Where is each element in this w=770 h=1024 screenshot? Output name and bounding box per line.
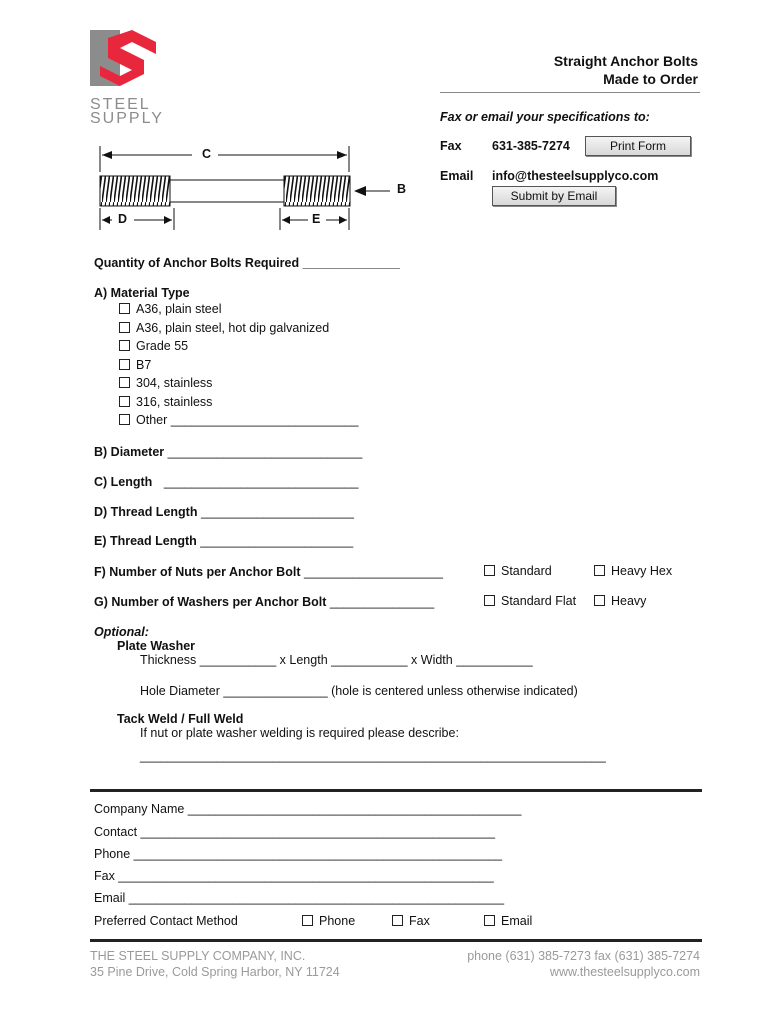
washers-label: G) Number of Washers per Anchor Bolt [94,595,327,609]
email-address: info@thesteelsupplyco.com [492,169,659,183]
checkbox[interactable] [594,565,605,576]
footer-company: THE STEEL SUPPLY COMPANY, INC. [90,949,306,963]
plate-washer-dimensions[interactable]: Thickness ___________ x Length ___________ x Width ___________ [140,653,533,667]
preferred-contact-label: Preferred Contact Method [94,914,238,928]
checkbox[interactable] [119,359,130,370]
length-field[interactable] [94,475,358,489]
footer-left [90,948,340,980]
thread-length-d-blank: ______________________ [200,505,354,519]
diameter-blank: ____________________________ [167,445,363,459]
footer-address: 35 Pine Drive, Cold Spring Harbor, NY 11724 [90,965,340,979]
checkbox[interactable] [119,340,130,351]
quantity-label: Quantity of Anchor Bolts Required [94,256,300,270]
header-divider [440,92,700,93]
checkbox[interactable] [392,915,403,926]
checkbox[interactable] [302,915,313,926]
footer-web[interactable]: www.thesteelsupplyco.com [549,965,700,979]
material-options [119,300,358,430]
checkbox[interactable] [484,595,495,606]
nuts-label: F) Number of Nuts per Anchor Bolt [94,565,301,579]
nuts-heavy-hex-option[interactable]: Heavy Hex [594,564,672,578]
logo-text-supply: SUPPLY [90,110,164,127]
thread-length-e-blank: ______________________ [200,534,354,548]
checkbox[interactable] [594,595,605,606]
length-label: C) Length [94,475,153,489]
weld-description-blank[interactable]: ___________________________________________________________________ [140,749,606,763]
nuts-standard-option[interactable]: Standard [484,564,552,578]
washers-blank: _______________ [329,595,435,609]
fax-number: 631-385-7274 [492,139,570,153]
quantity-blank: ______________ [302,256,400,270]
preferred-phone-option[interactable]: Phone [302,914,355,928]
logo-mark-icon [90,30,160,94]
checkbox[interactable] [119,414,130,425]
preferred-email-option[interactable]: Email [484,914,532,928]
checkbox[interactable] [119,303,130,314]
footer-phones: phone (631) 385-7273 fax (631) 385-7274 [467,949,700,963]
dimension-b-label: B [397,182,407,196]
material-option[interactable]: 316, stainless [119,393,358,412]
bolt-diagram [94,142,424,234]
email-label: Email [440,169,474,183]
optional-heading: Optional: [94,625,149,639]
checkbox[interactable] [119,396,130,407]
contact-field[interactable]: Contact ___________________________________________________ [94,825,496,839]
nuts-field[interactable] [94,565,443,579]
title-line2: Made to Order [603,71,698,87]
dimension-d-label: D [118,212,128,226]
weld-heading: Tack Weld / Full Weld [117,712,244,726]
footer-right [467,948,700,980]
fax-label: Fax [440,139,462,153]
checkbox[interactable] [119,322,130,333]
material-option[interactable]: B7 [119,356,358,375]
submit-email-button[interactable]: Submit by Email [492,186,616,206]
nuts-blank: ____________________ [303,565,444,579]
logo-text-steel: STEEL [90,96,151,113]
washers-standard-flat-option[interactable]: Standard Flat [484,594,576,608]
section-divider [90,789,702,792]
checkbox[interactable] [119,377,130,388]
diameter-label: B) Diameter [94,445,165,459]
company-name-field[interactable]: Company Name ________________________________________________ [94,802,522,816]
email-field[interactable]: Email ______________________________________________________ [94,891,505,905]
material-option[interactable]: A36, plain steel [119,300,358,319]
washers-field[interactable] [94,595,434,609]
material-option[interactable]: Grade 55 [119,337,358,356]
title-line1: Straight Anchor Bolts [553,53,698,69]
thread-length-e-label: E) Thread Length [94,534,197,548]
material-heading: A) Material Type [94,286,190,300]
weld-instructions: If nut or plate washer welding is required please describe: [140,726,459,740]
dimension-e-label: E [312,212,321,226]
fax-field[interactable]: Fax ______________________________________________________ [94,869,494,883]
material-option[interactable]: 304, stainless [119,374,358,393]
thread-length-e-field[interactable] [94,534,353,548]
quantity-field[interactable] [94,256,400,270]
preferred-fax-option[interactable]: Fax [392,914,430,928]
footer-divider [90,939,702,942]
logo [90,30,170,126]
washers-heavy-option[interactable]: Heavy [594,594,646,608]
phone-field[interactable]: Phone _____________________________________________________ [94,847,503,861]
contact-prompt: Fax or email your specifications to: [440,110,650,124]
thread-length-d-label: D) Thread Length [94,505,198,519]
dimension-c-label: C [202,147,212,161]
print-form-button[interactable]: Print Form [585,136,691,156]
checkbox[interactable] [484,915,495,926]
thread-length-d-field[interactable] [94,505,354,519]
page-title [554,52,698,88]
material-option[interactable]: Other ___________________________ [119,411,358,430]
diameter-field[interactable] [94,445,362,459]
material-option[interactable]: A36, plain steel, hot dip galvanized [119,319,358,338]
checkbox[interactable] [484,565,495,576]
length-blank: ____________________________ [163,475,359,489]
plate-washer-heading: Plate Washer [117,639,196,653]
hole-diameter-field[interactable]: Hole Diameter _______________ (hole is centered unless otherwise indicated) [140,684,578,698]
